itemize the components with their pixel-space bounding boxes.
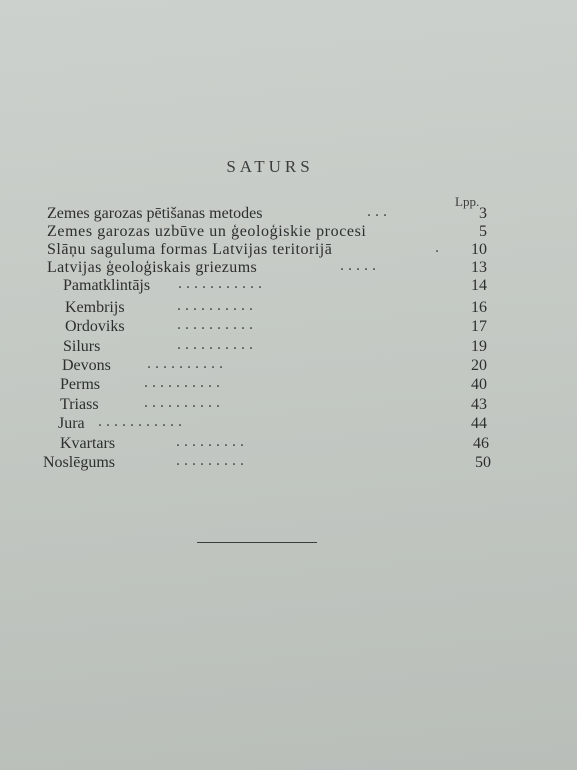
toc-entry-title: Kvartars	[60, 435, 116, 452]
toc-leader-dots: . . . . . . . . . .	[147, 355, 223, 372]
toc-leader-dots: . . . . . . . . . .	[144, 374, 220, 391]
toc-leader-dots: . . . . .	[340, 257, 376, 274]
toc-entry-title: Slāņu saguluma formas Latvijas teritorijā	[47, 241, 333, 258]
toc-entry-page: 10	[471, 241, 487, 258]
toc-leader-dots: . . . . . . . . . .	[177, 297, 253, 314]
toc-entry-page: 40	[471, 376, 487, 393]
toc-entry-title: Kembrijs	[65, 299, 125, 316]
toc-entry-title: Ordoviks	[65, 318, 125, 335]
toc-leader-dots: .	[435, 239, 439, 256]
toc-entry	[63, 337, 502, 357]
toc-entry-page: 17	[471, 318, 487, 335]
toc-entry-page: 50	[475, 454, 491, 471]
toc-entry	[58, 414, 502, 434]
toc-entry-page: 14	[471, 277, 487, 294]
toc-leader-dots: . . . . . . . . . . .	[98, 413, 182, 430]
contents-heading: SATURS	[226, 157, 314, 176]
toc-entry-title: Perms	[60, 376, 100, 393]
toc-entry-page: 13	[471, 259, 487, 276]
toc-leader-dots: . . . . . . . . .	[176, 433, 244, 450]
toc-entry-page: 46	[473, 435, 489, 452]
toc-leader-dots: . . . . . . . . .	[176, 452, 244, 469]
toc-entry-page: 20	[471, 357, 487, 374]
toc-leader-dots: . . . . . . . . . .	[177, 336, 253, 353]
toc-entry-page: 3	[479, 205, 487, 222]
toc-leader-dots: . . .	[367, 203, 387, 220]
toc-entry	[47, 204, 502, 224]
toc-entry-page: 43	[471, 396, 487, 413]
toc-entry-title: Latvijas ģeoloģiskais griezums	[47, 259, 258, 276]
toc-leader-dots: . . . . . . . . . .	[144, 394, 220, 411]
toc-entry	[63, 276, 502, 296]
toc-entry	[43, 453, 502, 473]
toc-leader-dots: . . . . . . . . . . .	[178, 275, 262, 292]
toc-entry-title: Zemes garozas pētišanas metodes	[47, 205, 263, 222]
toc-entry	[60, 375, 502, 395]
toc-entry	[65, 317, 502, 337]
toc-entry-page: 16	[471, 299, 487, 316]
toc-leader-dots: . . . . . . . . . .	[177, 316, 253, 333]
toc-entry-title: Devons	[62, 357, 111, 374]
toc-entry	[47, 258, 502, 278]
toc-entry-page: 19	[471, 338, 487, 355]
toc-entry-title: Triass	[60, 396, 99, 413]
toc-entry	[47, 240, 502, 260]
toc-entry	[60, 434, 502, 454]
toc-entry-title: Jura	[58, 415, 85, 432]
toc-entry-title: Noslēgums	[43, 454, 115, 471]
toc-entry	[62, 356, 502, 376]
toc-entry-title: Zemes garozas uzbūve un ģeoloģiskie procesi	[47, 223, 367, 240]
toc-entry-title: Pamatklintājs	[63, 277, 151, 294]
toc-entry-page: 44	[471, 415, 487, 432]
toc-entry-title: Silurs	[63, 338, 101, 355]
toc-entry	[47, 222, 502, 242]
toc-entry	[65, 298, 502, 318]
section-divider	[197, 542, 317, 543]
toc-entry-page: 5	[479, 223, 487, 240]
page-column-label: Lpp.	[455, 194, 480, 209]
